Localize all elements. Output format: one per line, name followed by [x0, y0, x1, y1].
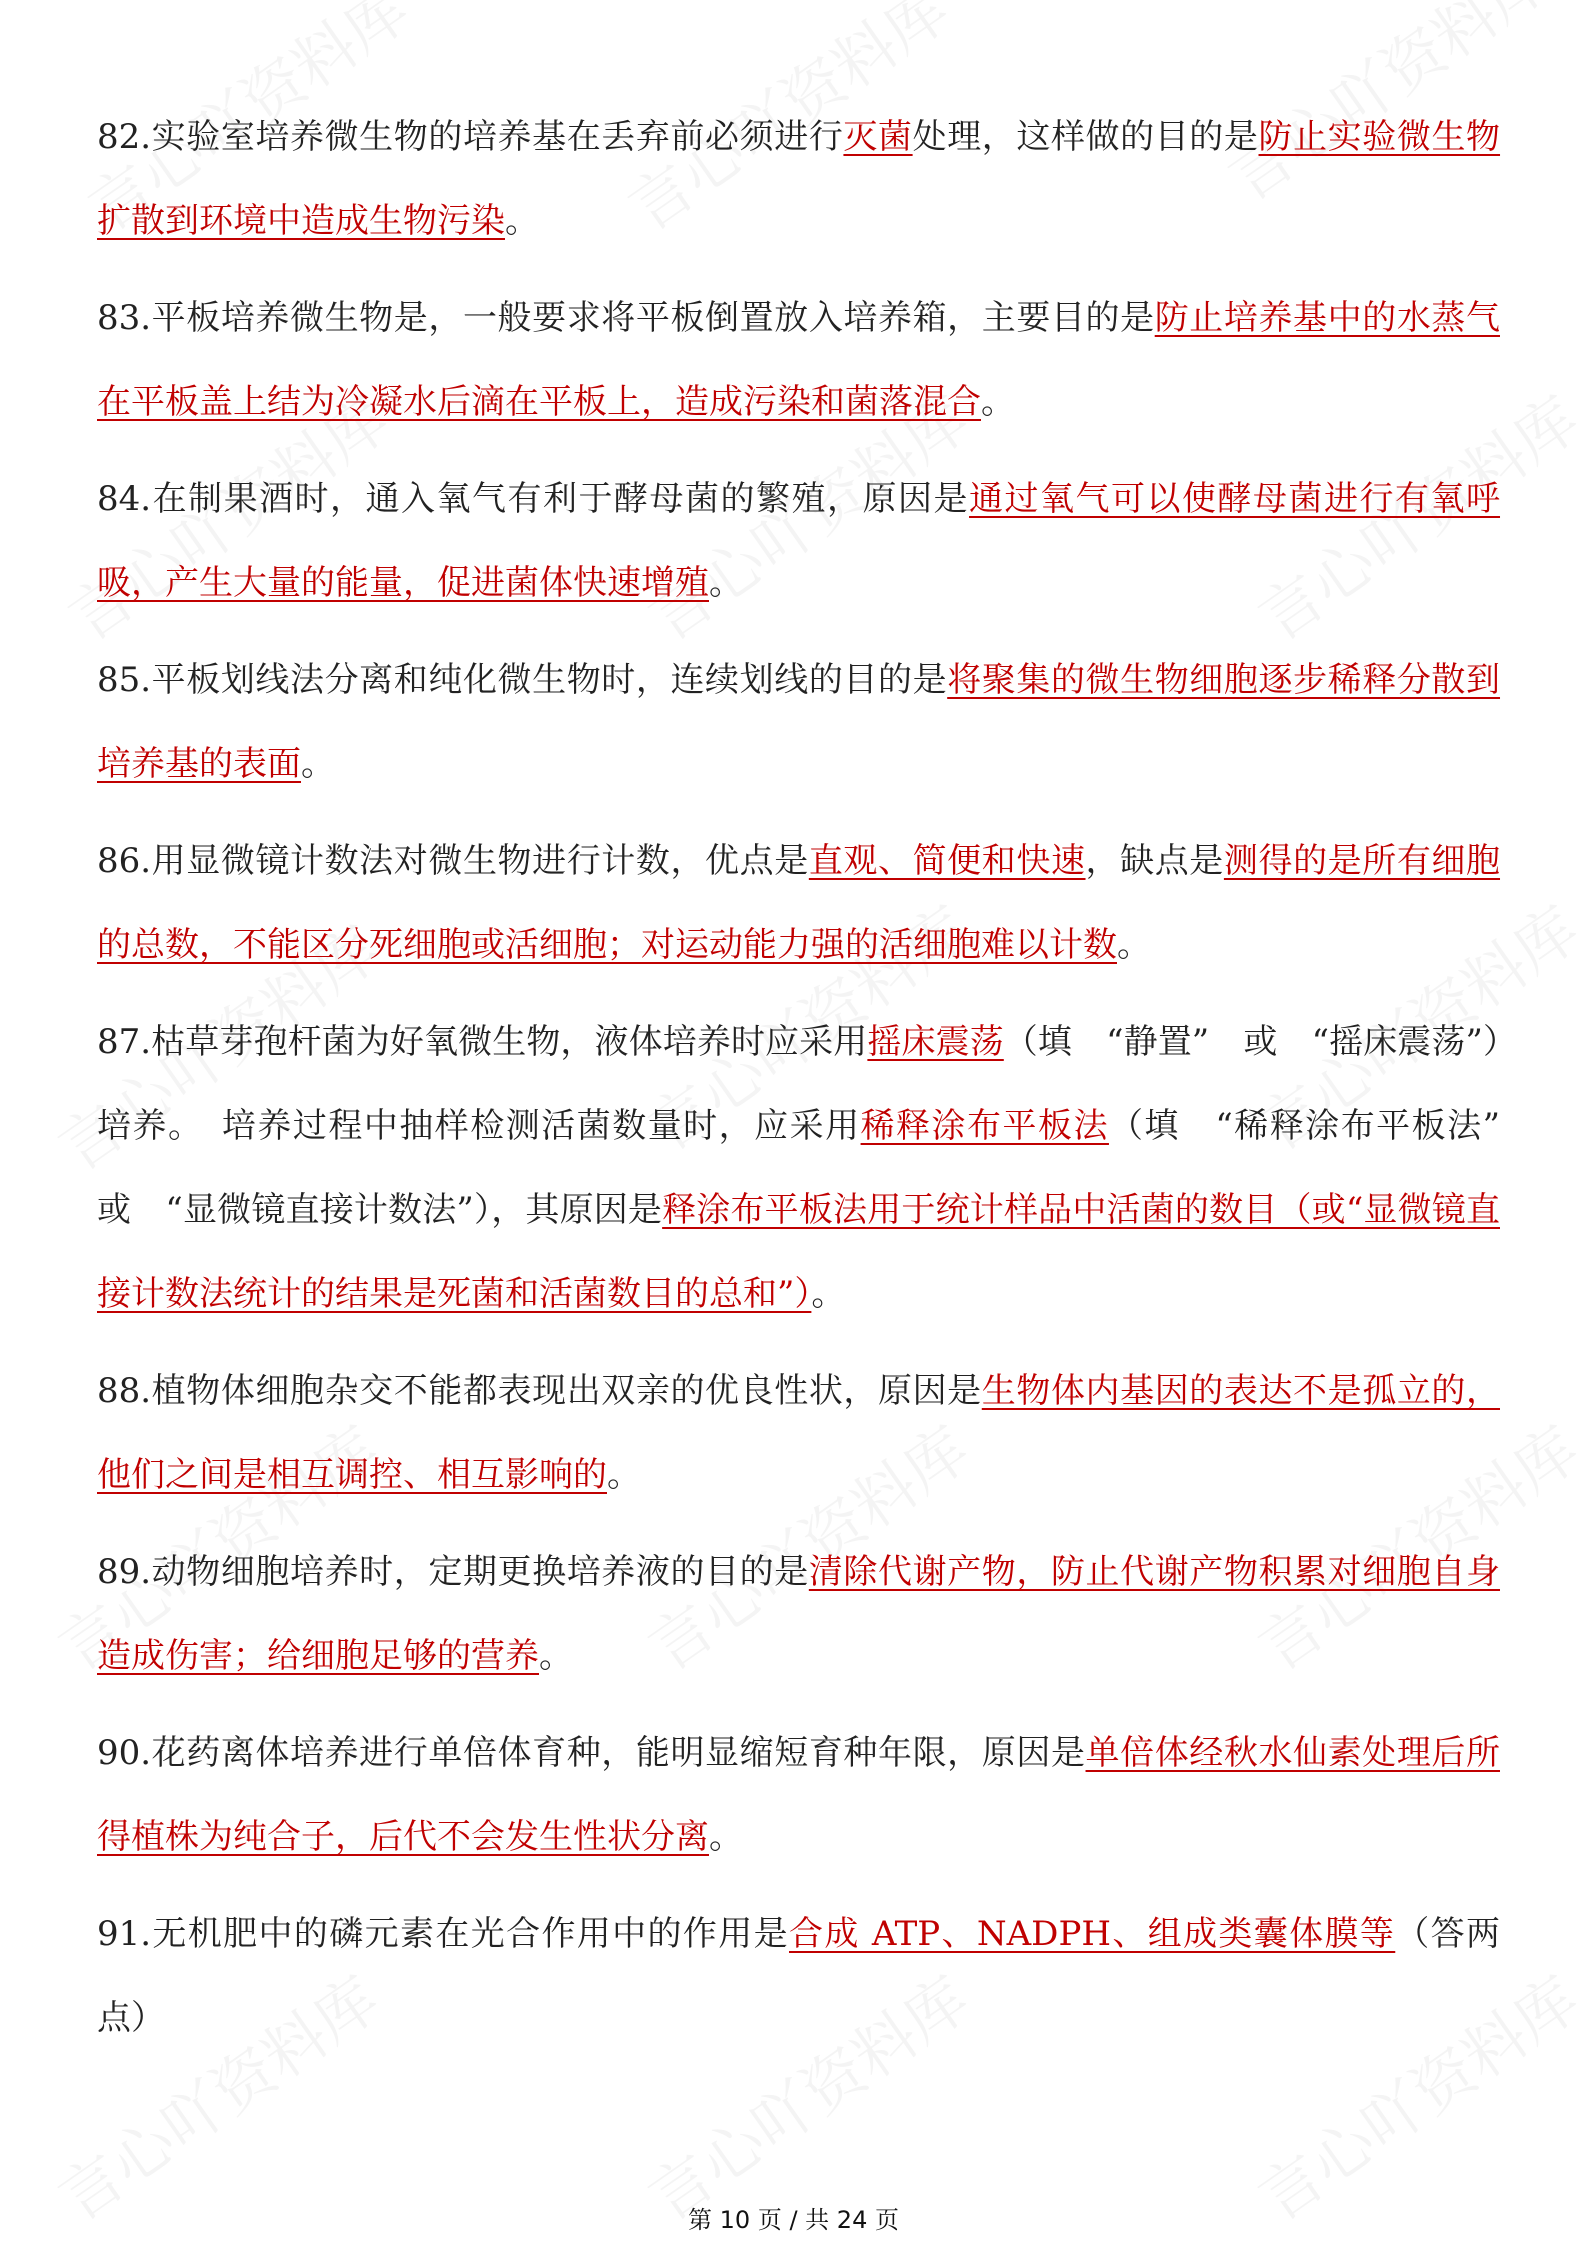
question-text: （填 “稀释涂布平板法” 或 “显微镜直接计数法”），其原因是: [97, 1106, 1535, 1230]
answer-text: 释涂布平板法用于统计样品中活菌的数目（或“显微镜直接计数法统计的结果是死菌和活菌数目的总和”）: [97, 1190, 1500, 1314]
answer-text: 测得的是所有细胞的总数，不能区分死细胞或活细胞；对运动能力强的活细胞难以计数: [97, 841, 1501, 965]
question-item: [97, 1530, 1500, 1698]
answer-text: 通过氧气可以使酵母菌进行有氧呼吸，产生大量的能量，促进菌体快速增殖: [97, 479, 1501, 603]
question-item: [97, 819, 1500, 987]
question-text: 。: [709, 563, 743, 603]
answer-text: 防止实验微生物扩散到环境中造成生物污染: [97, 117, 1501, 241]
question-item: [97, 1711, 1500, 1879]
question-text: 。: [981, 382, 1015, 422]
answer-text: 生物体内基因的表达不是孤立的，他们之间是相互调控、相互影响的: [97, 1371, 1500, 1495]
question-item: [97, 276, 1500, 444]
question-text: 88.植物体细胞杂交不能都表现出双亲的优良性状，原因是: [97, 1371, 982, 1411]
question-text: （答两点）: [97, 1914, 1500, 2038]
question-text: 。: [709, 1817, 743, 1857]
question-text: 85.平板划线法分离和纯化微生物时，连续划线的目的是: [97, 660, 948, 700]
question-text: 。: [539, 1636, 573, 1676]
question-text: 87.枯草芽孢杆菌为好氧微生物，液体培养时应采用: [97, 1022, 868, 1062]
answer-text: 将聚集的微生物细胞逐步稀释分散到培养基的表面: [97, 660, 1501, 784]
answer-text: 直观、简便和快速: [808, 841, 1086, 881]
question-text: 。: [1117, 925, 1151, 965]
answer-text: 单倍体经秋水仙素处理后所得植株为纯合子，后代不会发生性状分离: [97, 1733, 1500, 1857]
question-text: 89.动物细胞培养时，定期更换培养液的目的是: [97, 1552, 809, 1592]
question-item: [97, 95, 1500, 263]
question-item: [97, 457, 1500, 625]
question-item: [97, 1892, 1500, 2060]
question-text: ，缺点是: [1085, 841, 1224, 881]
question-item: [97, 1000, 1535, 1336]
answer-text: 稀释涂布平板法: [860, 1106, 1109, 1146]
question-item: [97, 638, 1500, 806]
document-body: [97, 95, 1535, 2073]
question-text: 处理，这样做的目的是: [912, 117, 1259, 157]
answer-text: 合成 ATP、NADPH、组成类囊体膜等: [789, 1914, 1396, 1954]
answer-text: 清除代谢产物，防止代谢产物积累对细胞自身造成伤害；给细胞足够的营养: [97, 1552, 1500, 1676]
question-item: [97, 1349, 1500, 1517]
question-text: 82.实验室培养微生物的培养基在丢弃前必须进行: [97, 117, 844, 157]
question-text: 83.平板培养微生物是，一般要求将平板倒置放入培养箱，主要目的是: [97, 298, 1155, 338]
question-text: 86.用显微镜计数法对微生物进行计数，优点是: [97, 841, 809, 881]
answer-text: 灭菌: [843, 117, 913, 157]
question-text: 。: [505, 201, 539, 241]
question-text: 。: [811, 1274, 846, 1314]
question-text: 84.在制果酒时，通入氧气有利于酵母菌的繁殖，原因是: [97, 479, 970, 519]
question-text: 91.无机肥中的磷元素在光合作用中的作用是: [97, 1914, 789, 1954]
question-text: 90.花药离体培养进行单倍体育种，能明显缩短育种年限，原因是: [97, 1733, 1086, 1773]
question-text: 。: [301, 744, 335, 784]
question-text: （填 “静置” 或 “摇床震荡”） 培养。 培养过程中抽样检测活菌数量时，应采用: [97, 1022, 1534, 1146]
page-footer: 第 10 页 / 共 24 页: [688, 2206, 899, 2234]
question-text: 。: [607, 1455, 641, 1495]
answer-text: 摇床震荡: [867, 1022, 1004, 1062]
answer-text: 防止培养基中的水蒸气在平板盖上结为冷凝水后滴在平板上，造成污染和菌落混合: [97, 298, 1500, 422]
